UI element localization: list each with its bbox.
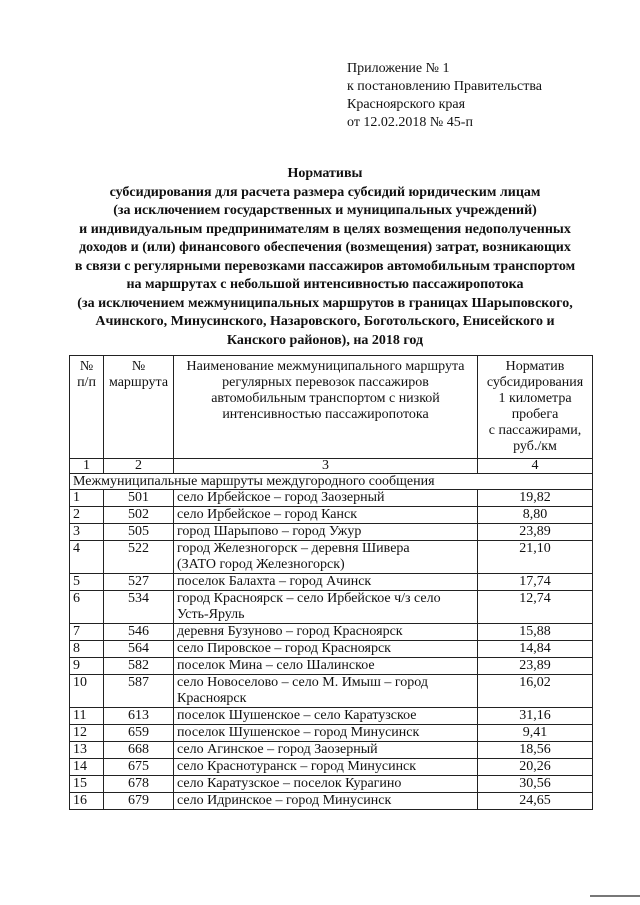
norm-value: 12,74 <box>478 591 593 624</box>
norm-value: 14,84 <box>478 641 593 658</box>
table-row <box>70 675 593 708</box>
route-name-line: село Пировское – город Красноярск <box>177 641 391 656</box>
route-name <box>174 675 478 708</box>
route-name <box>174 507 478 524</box>
title-line: Канского районов), на 2018 год <box>226 332 424 348</box>
row-number: 4 <box>70 541 104 574</box>
route-name <box>174 708 478 725</box>
column-number: 4 <box>478 459 593 474</box>
route-name-line: Красноярск <box>177 691 247 706</box>
row-number: 9 <box>70 658 104 675</box>
route-number: 564 <box>104 641 174 658</box>
route-name-line: поселок Мина – село Шалинское <box>177 658 375 673</box>
route-name <box>174 725 478 742</box>
route-number: 534 <box>104 591 174 624</box>
title-line: Ачинского, Минусинского, Назаровского, Боготольского, Енисейского и <box>95 314 555 329</box>
title-line: (за исключением государственных и муниципальных учреждений) <box>113 203 537 218</box>
header-route-name <box>174 356 478 459</box>
table-row <box>70 759 593 776</box>
column-number-row <box>70 459 593 474</box>
row-number: 12 <box>70 725 104 742</box>
route-number: 613 <box>104 708 174 725</box>
route-name <box>174 490 478 507</box>
norm-value: 15,88 <box>478 624 593 641</box>
row-number: 10 <box>70 675 104 708</box>
header-text: 1 километра <box>498 391 572 406</box>
header-text: маршрута <box>108 375 169 390</box>
appendix-line: к постановлению Правительства <box>347 79 543 94</box>
appendix-line: от 12.02.2018 № 45-п <box>347 115 473 130</box>
route-name-line: поселок Балахта – город Ачинск <box>177 574 372 589</box>
title-line: и индивидуальным предпринимателям в целях возмещения недополученных <box>79 221 571 237</box>
header-text: интенсивностью пассажиропотока <box>222 407 429 422</box>
table-row <box>70 541 593 574</box>
route-name <box>174 742 478 759</box>
header-text: Норматив <box>505 359 565 374</box>
norm-value: 9,41 <box>478 725 593 742</box>
header-route-number <box>104 356 174 459</box>
column-number: 2 <box>104 459 174 474</box>
title-line: в связи с регулярными перевозками пассажиров автомобильным транспортом <box>74 258 576 274</box>
table-row <box>70 624 593 641</box>
document-title <box>60 165 590 350</box>
table-row <box>70 574 593 591</box>
header-text: руб./км <box>513 439 557 454</box>
route-name-line: деревня Бузуново – город Красноярск <box>177 624 403 639</box>
column-number: 3 <box>174 459 478 474</box>
route-name <box>174 574 478 591</box>
table-row <box>70 708 593 725</box>
route-name-line: поселок Шушенское – село Каратузское <box>177 708 417 723</box>
route-number: 501 <box>104 490 174 507</box>
table-row <box>70 725 593 742</box>
table-row <box>70 641 593 658</box>
route-number: 522 <box>104 541 174 574</box>
header-text: с пассажирами, <box>488 423 582 438</box>
row-number: 8 <box>70 641 104 658</box>
table-row <box>70 776 593 793</box>
route-name-line: село Новоселово – село М. Имыш – город <box>177 675 428 690</box>
norm-value: 31,16 <box>478 708 593 725</box>
header-text: Наименование межмуниципального маршрута <box>186 359 465 374</box>
title-line: субсидирования для расчета размера субсидий юридическим лицам <box>109 184 541 200</box>
row-number: 11 <box>70 708 104 725</box>
route-name-line: село Ирбейское – город Заозерный <box>177 490 385 505</box>
norm-value: 23,89 <box>478 524 593 541</box>
route-name <box>174 658 478 675</box>
route-name-line: село Каратузское – поселок Курагино <box>177 776 402 791</box>
route-name <box>174 624 478 641</box>
route-name-line: (ЗАТО город Железногорск) <box>177 557 345 572</box>
norm-value: 21,10 <box>478 541 593 574</box>
route-name <box>174 641 478 658</box>
table-row <box>70 793 593 810</box>
route-name <box>174 793 478 810</box>
row-number: 13 <box>70 742 104 759</box>
column-number: 1 <box>70 459 104 474</box>
row-number: 1 <box>70 490 104 507</box>
header-text: № <box>79 359 94 374</box>
route-name-line: село Ирбейское – город Канск <box>177 507 358 522</box>
appendix-line: Красноярского края <box>347 97 466 112</box>
route-name-line: село Краснотуранск – город Минусинск <box>177 759 417 774</box>
row-number: 6 <box>70 591 104 624</box>
route-number: 582 <box>104 658 174 675</box>
table-row <box>70 742 593 759</box>
row-number: 2 <box>70 507 104 524</box>
norm-value: 8,80 <box>478 507 593 524</box>
route-name <box>174 541 478 574</box>
header-row-number <box>70 356 104 459</box>
norm-value: 18,56 <box>478 742 593 759</box>
section-title: Межмуниципальные маршруты междугородного сообщения <box>70 474 593 490</box>
appendix-line: Приложение № 1 <box>347 61 450 76</box>
header-text: автомобильным транспортом с низкой <box>211 391 440 406</box>
appendix-reference <box>347 60 542 132</box>
route-name-line: Усть-Яруль <box>177 607 245 622</box>
header-text: регулярных перевозок пассажиров <box>222 375 429 390</box>
route-number: 659 <box>104 725 174 742</box>
route-name <box>174 591 478 624</box>
title-line: доходов и (или) финансового обеспечения (возмещения) затрат, возникающих <box>79 240 571 255</box>
route-name-line: город Шарыпово – город Ужур <box>177 524 362 539</box>
route-number: 505 <box>104 524 174 541</box>
row-number: 14 <box>70 759 104 776</box>
norm-value: 19,82 <box>478 490 593 507</box>
route-name <box>174 759 478 776</box>
route-name <box>174 776 478 793</box>
row-number: 7 <box>70 624 104 641</box>
section-row <box>70 474 593 490</box>
route-number: 679 <box>104 793 174 810</box>
norm-value: 24,65 <box>478 793 593 810</box>
header-text: № <box>131 359 146 374</box>
header-norm <box>478 356 593 459</box>
route-number: 587 <box>104 675 174 708</box>
route-name-line: село Идринское – город Минусинск <box>177 793 392 808</box>
route-name-line: поселок Шушенское – город Минусинск <box>177 725 420 740</box>
route-number: 527 <box>104 574 174 591</box>
table-row <box>70 658 593 675</box>
title-line: Нормативы <box>287 166 363 181</box>
title-line: (за исключением межмуниципальных маршрутов в границах Шарыповского, <box>77 295 573 311</box>
route-name-line: город Железногорск – деревня Шивера <box>177 541 410 556</box>
table-row <box>70 507 593 524</box>
header-text: п/п <box>77 375 96 390</box>
norms-table <box>69 355 593 810</box>
table-header-row <box>70 356 593 459</box>
norm-value: 16,02 <box>478 675 593 708</box>
route-name-line: село Агинское – город Заозерный <box>177 742 378 757</box>
route-number: 678 <box>104 776 174 793</box>
route-number: 502 <box>104 507 174 524</box>
row-number: 3 <box>70 524 104 541</box>
route-number: 675 <box>104 759 174 776</box>
row-number: 16 <box>70 793 104 810</box>
norm-value: 23,89 <box>478 658 593 675</box>
header-text: субсидирования <box>486 375 584 390</box>
title-line: на маршрутах с небольшой интенсивностью пассажиропотока <box>126 277 524 292</box>
table-row <box>70 490 593 507</box>
route-number: 546 <box>104 624 174 641</box>
scan-artifact-line <box>590 895 640 897</box>
header-text: пробега <box>511 407 559 422</box>
table-row <box>70 591 593 624</box>
route-number: 668 <box>104 742 174 759</box>
route-name-line: город Красноярск – село Ирбейское ч/з село <box>177 591 441 606</box>
row-number: 5 <box>70 574 104 591</box>
norm-value: 17,74 <box>478 574 593 591</box>
row-number: 15 <box>70 776 104 793</box>
route-name <box>174 524 478 541</box>
table-row <box>70 524 593 541</box>
norm-value: 30,56 <box>478 776 593 793</box>
norm-value: 20,26 <box>478 759 593 776</box>
